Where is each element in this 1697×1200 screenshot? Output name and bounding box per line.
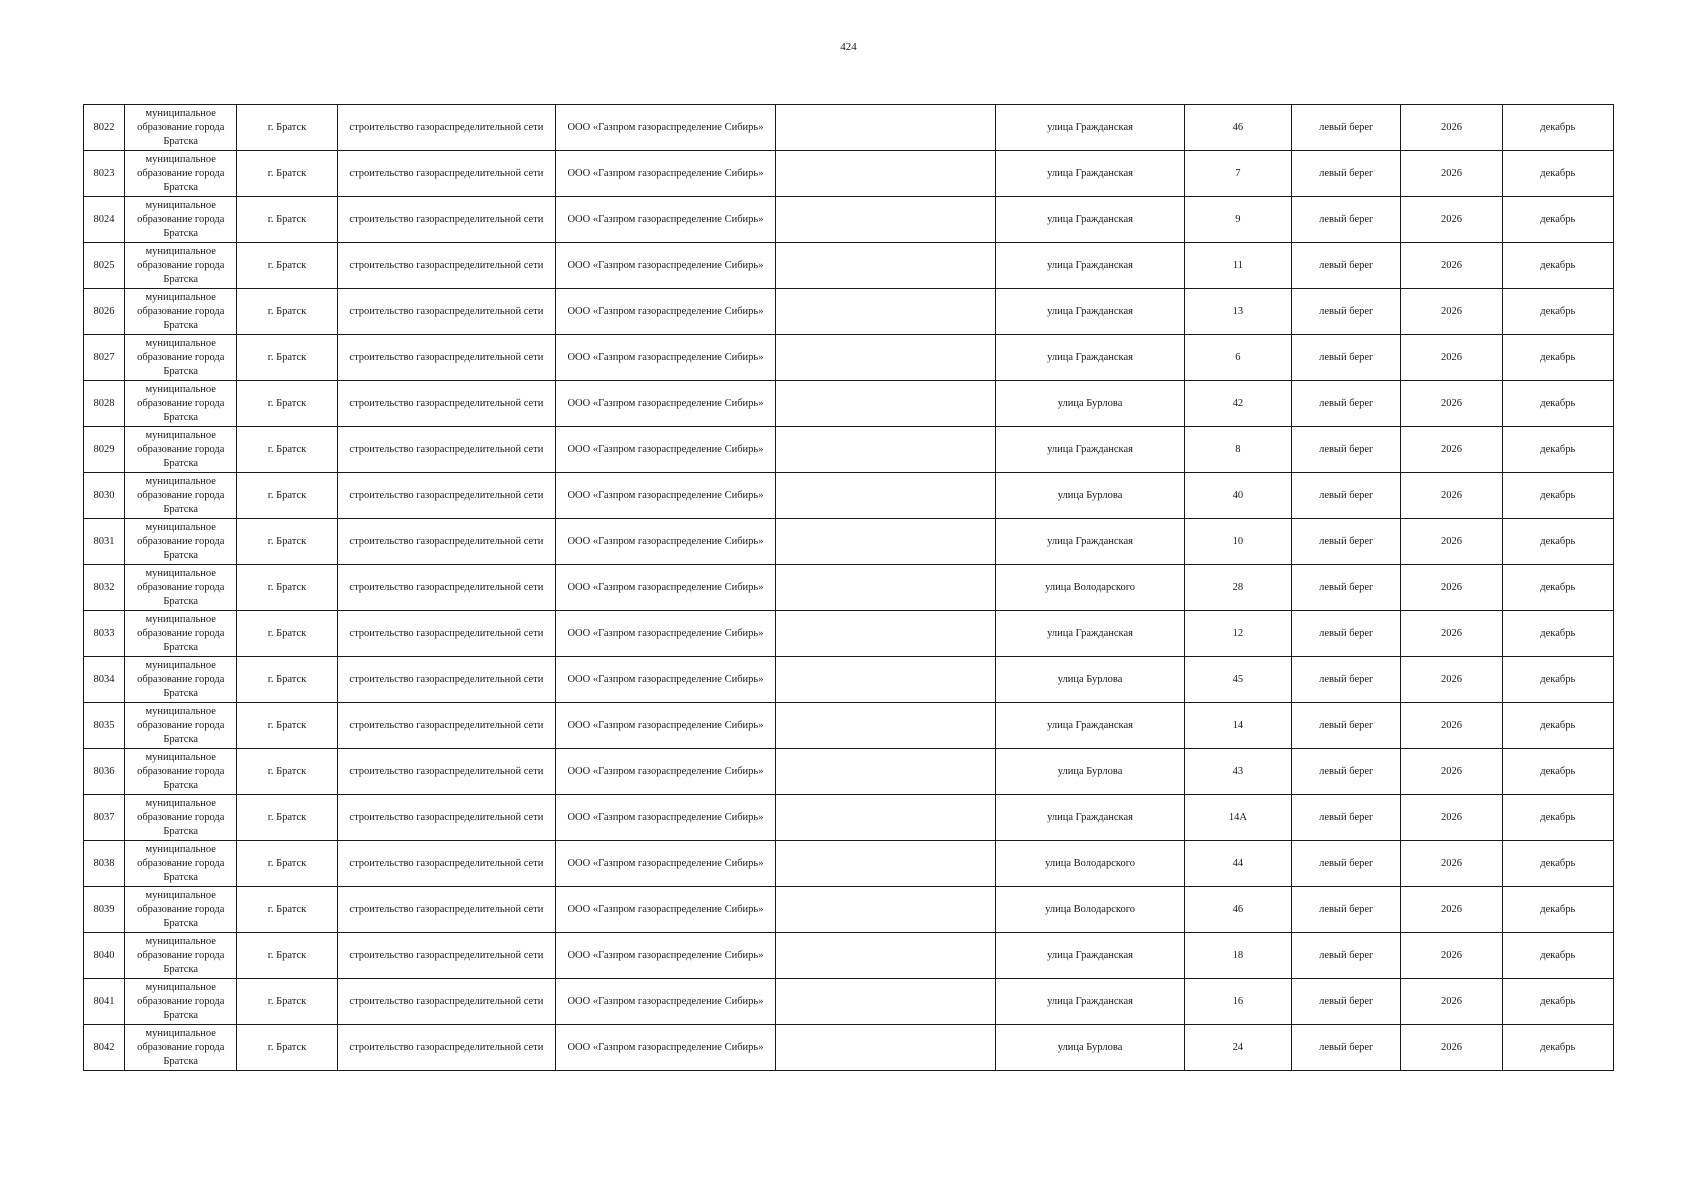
work-type-cell: строительство газораспределительной сети: [337, 381, 556, 427]
year-cell: 2026: [1401, 289, 1502, 335]
organization-cell: ООО «Газпром газораспределение Сибирь»: [556, 381, 776, 427]
month-cell: декабрь: [1502, 473, 1613, 519]
organization-cell: ООО «Газпром газораспределение Сибирь»: [556, 703, 776, 749]
organization-cell: ООО «Газпром газораспределение Сибирь»: [556, 243, 776, 289]
row-number-cell: 8024: [84, 197, 125, 243]
work-type-cell: строительство газораспределительной сети: [337, 427, 556, 473]
empty-cell: [775, 703, 996, 749]
street-cell: улица Гражданская: [996, 703, 1184, 749]
work-type-cell: строительство газораспределительной сети: [337, 243, 556, 289]
table-row: [84, 657, 1614, 703]
river-bank-cell: левый берег: [1292, 795, 1401, 841]
work-type-cell: строительство газораспределительной сети: [337, 105, 556, 151]
house-number-cell: 12: [1184, 611, 1291, 657]
house-number-cell: 14А: [1184, 795, 1291, 841]
municipality-cell: муниципальное образование города Братска: [125, 519, 237, 565]
municipality-cell: муниципальное образование города Братска: [125, 703, 237, 749]
river-bank-cell: левый берег: [1292, 243, 1401, 289]
house-number-cell: 13: [1184, 289, 1291, 335]
municipality-cell: муниципальное образование города Братска: [125, 151, 237, 197]
table-row: [84, 519, 1614, 565]
table-row: [84, 703, 1614, 749]
empty-cell: [775, 289, 996, 335]
municipality-cell: муниципальное образование города Братска: [125, 197, 237, 243]
river-bank-cell: левый берег: [1292, 979, 1401, 1025]
empty-cell: [775, 657, 996, 703]
empty-cell: [775, 427, 996, 473]
work-type-cell: строительство газораспределительной сети: [337, 565, 556, 611]
river-bank-cell: левый берег: [1292, 887, 1401, 933]
organization-cell: ООО «Газпром газораспределение Сибирь»: [556, 519, 776, 565]
row-number-cell: 8031: [84, 519, 125, 565]
house-number-cell: 6: [1184, 335, 1291, 381]
city-cell: г. Братск: [237, 197, 337, 243]
street-cell: улица Гражданская: [996, 243, 1184, 289]
table-row: [84, 289, 1614, 335]
municipality-cell: муниципальное образование города Братска: [125, 979, 237, 1025]
work-type-cell: строительство газораспределительной сети: [337, 749, 556, 795]
table-row: [84, 105, 1614, 151]
city-cell: г. Братск: [237, 243, 337, 289]
month-cell: декабрь: [1502, 289, 1613, 335]
month-cell: декабрь: [1502, 565, 1613, 611]
street-cell: улица Гражданская: [996, 933, 1184, 979]
year-cell: 2026: [1401, 427, 1502, 473]
organization-cell: ООО «Газпром газораспределение Сибирь»: [556, 1025, 776, 1071]
work-type-cell: строительство газораспределительной сети: [337, 933, 556, 979]
organization-cell: ООО «Газпром газораспределение Сибирь»: [556, 105, 776, 151]
organization-cell: ООО «Газпром газораспределение Сибирь»: [556, 197, 776, 243]
work-type-cell: строительство газораспределительной сети: [337, 841, 556, 887]
empty-cell: [775, 749, 996, 795]
street-cell: улица Гражданская: [996, 335, 1184, 381]
organization-cell: ООО «Газпром газораспределение Сибирь»: [556, 565, 776, 611]
city-cell: г. Братск: [237, 335, 337, 381]
table-row: [84, 979, 1614, 1025]
house-number-cell: 9: [1184, 197, 1291, 243]
row-number-cell: 8022: [84, 105, 125, 151]
empty-cell: [775, 841, 996, 887]
house-number-cell: 46: [1184, 105, 1291, 151]
city-cell: г. Братск: [237, 841, 337, 887]
row-number-cell: 8028: [84, 381, 125, 427]
table-row: [84, 1025, 1614, 1071]
municipality-cell: муниципальное образование города Братска: [125, 243, 237, 289]
month-cell: декабрь: [1502, 841, 1613, 887]
river-bank-cell: левый берег: [1292, 565, 1401, 611]
municipality-cell: муниципальное образование города Братска: [125, 887, 237, 933]
street-cell: улица Гражданская: [996, 105, 1184, 151]
work-type-cell: строительство газораспределительной сети: [337, 795, 556, 841]
organization-cell: ООО «Газпром газораспределение Сибирь»: [556, 795, 776, 841]
year-cell: 2026: [1401, 933, 1502, 979]
river-bank-cell: левый берег: [1292, 105, 1401, 151]
year-cell: 2026: [1401, 703, 1502, 749]
street-cell: улица Володарского: [996, 887, 1184, 933]
house-number-cell: 11: [1184, 243, 1291, 289]
municipality-cell: муниципальное образование города Братска: [125, 105, 237, 151]
municipality-cell: муниципальное образование города Братска: [125, 841, 237, 887]
municipality-cell: муниципальное образование города Братска: [125, 749, 237, 795]
organization-cell: ООО «Газпром газораспределение Сибирь»: [556, 151, 776, 197]
street-cell: улица Бурлова: [996, 381, 1184, 427]
municipality-cell: муниципальное образование города Братска: [125, 565, 237, 611]
registry-table: [83, 104, 1614, 1071]
street-cell: улица Гражданская: [996, 427, 1184, 473]
month-cell: декабрь: [1502, 427, 1613, 473]
city-cell: г. Братск: [237, 795, 337, 841]
empty-cell: [775, 611, 996, 657]
river-bank-cell: левый берег: [1292, 749, 1401, 795]
table-row: [84, 473, 1614, 519]
row-number-cell: 8036: [84, 749, 125, 795]
street-cell: улица Гражданская: [996, 519, 1184, 565]
river-bank-cell: левый берег: [1292, 473, 1401, 519]
year-cell: 2026: [1401, 979, 1502, 1025]
municipality-cell: муниципальное образование города Братска: [125, 335, 237, 381]
page-number: 424: [840, 41, 857, 53]
street-cell: улица Гражданская: [996, 151, 1184, 197]
month-cell: декабрь: [1502, 749, 1613, 795]
table-row: [84, 381, 1614, 427]
city-cell: г. Братск: [237, 427, 337, 473]
house-number-cell: 43: [1184, 749, 1291, 795]
table-row: [84, 243, 1614, 289]
year-cell: 2026: [1401, 1025, 1502, 1071]
empty-cell: [775, 979, 996, 1025]
river-bank-cell: левый берег: [1292, 933, 1401, 979]
organization-cell: ООО «Газпром газораспределение Сибирь»: [556, 427, 776, 473]
row-number-cell: 8039: [84, 887, 125, 933]
row-number-cell: 8038: [84, 841, 125, 887]
house-number-cell: 46: [1184, 887, 1291, 933]
municipality-cell: муниципальное образование города Братска: [125, 933, 237, 979]
table-row: [84, 151, 1614, 197]
empty-cell: [775, 795, 996, 841]
work-type-cell: строительство газораспределительной сети: [337, 197, 556, 243]
year-cell: 2026: [1401, 887, 1502, 933]
row-number-cell: 8033: [84, 611, 125, 657]
row-number-cell: 8029: [84, 427, 125, 473]
river-bank-cell: левый берег: [1292, 289, 1401, 335]
month-cell: декабрь: [1502, 381, 1613, 427]
month-cell: декабрь: [1502, 151, 1613, 197]
work-type-cell: строительство газораспределительной сети: [337, 887, 556, 933]
year-cell: 2026: [1401, 197, 1502, 243]
house-number-cell: 28: [1184, 565, 1291, 611]
year-cell: 2026: [1401, 657, 1502, 703]
empty-cell: [775, 151, 996, 197]
street-cell: улица Гражданская: [996, 197, 1184, 243]
municipality-cell: муниципальное образование города Братска: [125, 657, 237, 703]
month-cell: декабрь: [1502, 887, 1613, 933]
city-cell: г. Братск: [237, 519, 337, 565]
house-number-cell: 8: [1184, 427, 1291, 473]
house-number-cell: 45: [1184, 657, 1291, 703]
city-cell: г. Братск: [237, 749, 337, 795]
table-row: [84, 749, 1614, 795]
city-cell: г. Братск: [237, 151, 337, 197]
row-number-cell: 8027: [84, 335, 125, 381]
organization-cell: ООО «Газпром газораспределение Сибирь»: [556, 979, 776, 1025]
table-row: [84, 565, 1614, 611]
table-row: [84, 933, 1614, 979]
city-cell: г. Братск: [237, 933, 337, 979]
month-cell: декабрь: [1502, 519, 1613, 565]
empty-cell: [775, 887, 996, 933]
empty-cell: [775, 197, 996, 243]
river-bank-cell: левый берег: [1292, 841, 1401, 887]
organization-cell: ООО «Газпром газораспределение Сибирь»: [556, 473, 776, 519]
municipality-cell: муниципальное образование города Братска: [125, 381, 237, 427]
house-number-cell: 24: [1184, 1025, 1291, 1071]
month-cell: декабрь: [1502, 335, 1613, 381]
registry-body: [84, 105, 1614, 1071]
year-cell: 2026: [1401, 565, 1502, 611]
row-number-cell: 8040: [84, 933, 125, 979]
organization-cell: ООО «Газпром газораспределение Сибирь»: [556, 933, 776, 979]
table-row: [84, 335, 1614, 381]
river-bank-cell: левый берег: [1292, 381, 1401, 427]
table-row: [84, 841, 1614, 887]
city-cell: г. Братск: [237, 381, 337, 427]
river-bank-cell: левый берег: [1292, 151, 1401, 197]
house-number-cell: 14: [1184, 703, 1291, 749]
empty-cell: [775, 381, 996, 427]
organization-cell: ООО «Газпром газораспределение Сибирь»: [556, 335, 776, 381]
municipality-cell: муниципальное образование города Братска: [125, 795, 237, 841]
river-bank-cell: левый берег: [1292, 657, 1401, 703]
month-cell: декабрь: [1502, 105, 1613, 151]
row-number-cell: 8030: [84, 473, 125, 519]
work-type-cell: строительство газораспределительной сети: [337, 979, 556, 1025]
year-cell: 2026: [1401, 105, 1502, 151]
city-cell: г. Братск: [237, 473, 337, 519]
municipality-cell: муниципальное образование города Братска: [125, 611, 237, 657]
house-number-cell: 7: [1184, 151, 1291, 197]
month-cell: декабрь: [1502, 1025, 1613, 1071]
organization-cell: ООО «Газпром газораспределение Сибирь»: [556, 841, 776, 887]
work-type-cell: строительство газораспределительной сети: [337, 289, 556, 335]
river-bank-cell: левый берег: [1292, 427, 1401, 473]
month-cell: декабрь: [1502, 197, 1613, 243]
month-cell: декабрь: [1502, 979, 1613, 1025]
house-number-cell: 18: [1184, 933, 1291, 979]
table-row: [84, 611, 1614, 657]
row-number-cell: 8026: [84, 289, 125, 335]
work-type-cell: строительство газораспределительной сети: [337, 335, 556, 381]
table-row: [84, 795, 1614, 841]
year-cell: 2026: [1401, 381, 1502, 427]
year-cell: 2026: [1401, 611, 1502, 657]
city-cell: г. Братск: [237, 1025, 337, 1071]
work-type-cell: строительство газораспределительной сети: [337, 611, 556, 657]
empty-cell: [775, 519, 996, 565]
year-cell: 2026: [1401, 243, 1502, 289]
house-number-cell: 10: [1184, 519, 1291, 565]
city-cell: г. Братск: [237, 289, 337, 335]
empty-cell: [775, 243, 996, 289]
city-cell: г. Братск: [237, 979, 337, 1025]
river-bank-cell: левый берег: [1292, 197, 1401, 243]
street-cell: улица Бурлова: [996, 1025, 1184, 1071]
row-number-cell: 8025: [84, 243, 125, 289]
street-cell: улица Бурлова: [996, 749, 1184, 795]
city-cell: г. Братск: [237, 703, 337, 749]
house-number-cell: 40: [1184, 473, 1291, 519]
city-cell: г. Братск: [237, 887, 337, 933]
empty-cell: [775, 565, 996, 611]
work-type-cell: строительство газораспределительной сети: [337, 519, 556, 565]
house-number-cell: 42: [1184, 381, 1291, 427]
work-type-cell: строительство газораспределительной сети: [337, 151, 556, 197]
month-cell: декабрь: [1502, 703, 1613, 749]
table-row: [84, 197, 1614, 243]
river-bank-cell: левый берег: [1292, 335, 1401, 381]
river-bank-cell: левый берег: [1292, 519, 1401, 565]
empty-cell: [775, 473, 996, 519]
municipality-cell: муниципальное образование города Братска: [125, 473, 237, 519]
organization-cell: ООО «Газпром газораспределение Сибирь»: [556, 289, 776, 335]
street-cell: улица Бурлова: [996, 657, 1184, 703]
empty-cell: [775, 335, 996, 381]
municipality-cell: муниципальное образование города Братска: [125, 289, 237, 335]
year-cell: 2026: [1401, 519, 1502, 565]
table-row: [84, 427, 1614, 473]
work-type-cell: строительство газораспределительной сети: [337, 703, 556, 749]
street-cell: улица Бурлова: [996, 473, 1184, 519]
month-cell: декабрь: [1502, 795, 1613, 841]
year-cell: 2026: [1401, 749, 1502, 795]
row-number-cell: 8023: [84, 151, 125, 197]
empty-cell: [775, 933, 996, 979]
city-cell: г. Братск: [237, 657, 337, 703]
street-cell: улица Гражданская: [996, 979, 1184, 1025]
work-type-cell: строительство газораспределительной сети: [337, 1025, 556, 1071]
work-type-cell: строительство газораспределительной сети: [337, 473, 556, 519]
year-cell: 2026: [1401, 841, 1502, 887]
work-type-cell: строительство газораспределительной сети: [337, 657, 556, 703]
row-number-cell: 8041: [84, 979, 125, 1025]
month-cell: декабрь: [1502, 611, 1613, 657]
street-cell: улица Володарского: [996, 841, 1184, 887]
year-cell: 2026: [1401, 473, 1502, 519]
street-cell: улица Гражданская: [996, 795, 1184, 841]
organization-cell: ООО «Газпром газораспределение Сибирь»: [556, 887, 776, 933]
street-cell: улица Гражданская: [996, 289, 1184, 335]
organization-cell: ООО «Газпром газораспределение Сибирь»: [556, 611, 776, 657]
river-bank-cell: левый берег: [1292, 1025, 1401, 1071]
row-number-cell: 8037: [84, 795, 125, 841]
organization-cell: ООО «Газпром газораспределение Сибирь»: [556, 657, 776, 703]
year-cell: 2026: [1401, 335, 1502, 381]
year-cell: 2026: [1401, 795, 1502, 841]
row-number-cell: 8035: [84, 703, 125, 749]
month-cell: декабрь: [1502, 657, 1613, 703]
row-number-cell: 8042: [84, 1025, 125, 1071]
month-cell: декабрь: [1502, 243, 1613, 289]
street-cell: улица Володарского: [996, 565, 1184, 611]
municipality-cell: муниципальное образование города Братска: [125, 1025, 237, 1071]
table-row: [84, 887, 1614, 933]
city-cell: г. Братск: [237, 611, 337, 657]
row-number-cell: 8032: [84, 565, 125, 611]
row-number-cell: 8034: [84, 657, 125, 703]
street-cell: улица Гражданская: [996, 611, 1184, 657]
city-cell: г. Братск: [237, 105, 337, 151]
empty-cell: [775, 1025, 996, 1071]
year-cell: 2026: [1401, 151, 1502, 197]
river-bank-cell: левый берег: [1292, 611, 1401, 657]
empty-cell: [775, 105, 996, 151]
house-number-cell: 44: [1184, 841, 1291, 887]
municipality-cell: муниципальное образование города Братска: [125, 427, 237, 473]
month-cell: декабрь: [1502, 933, 1613, 979]
river-bank-cell: левый берег: [1292, 703, 1401, 749]
house-number-cell: 16: [1184, 979, 1291, 1025]
organization-cell: ООО «Газпром газораспределение Сибирь»: [556, 749, 776, 795]
city-cell: г. Братск: [237, 565, 337, 611]
